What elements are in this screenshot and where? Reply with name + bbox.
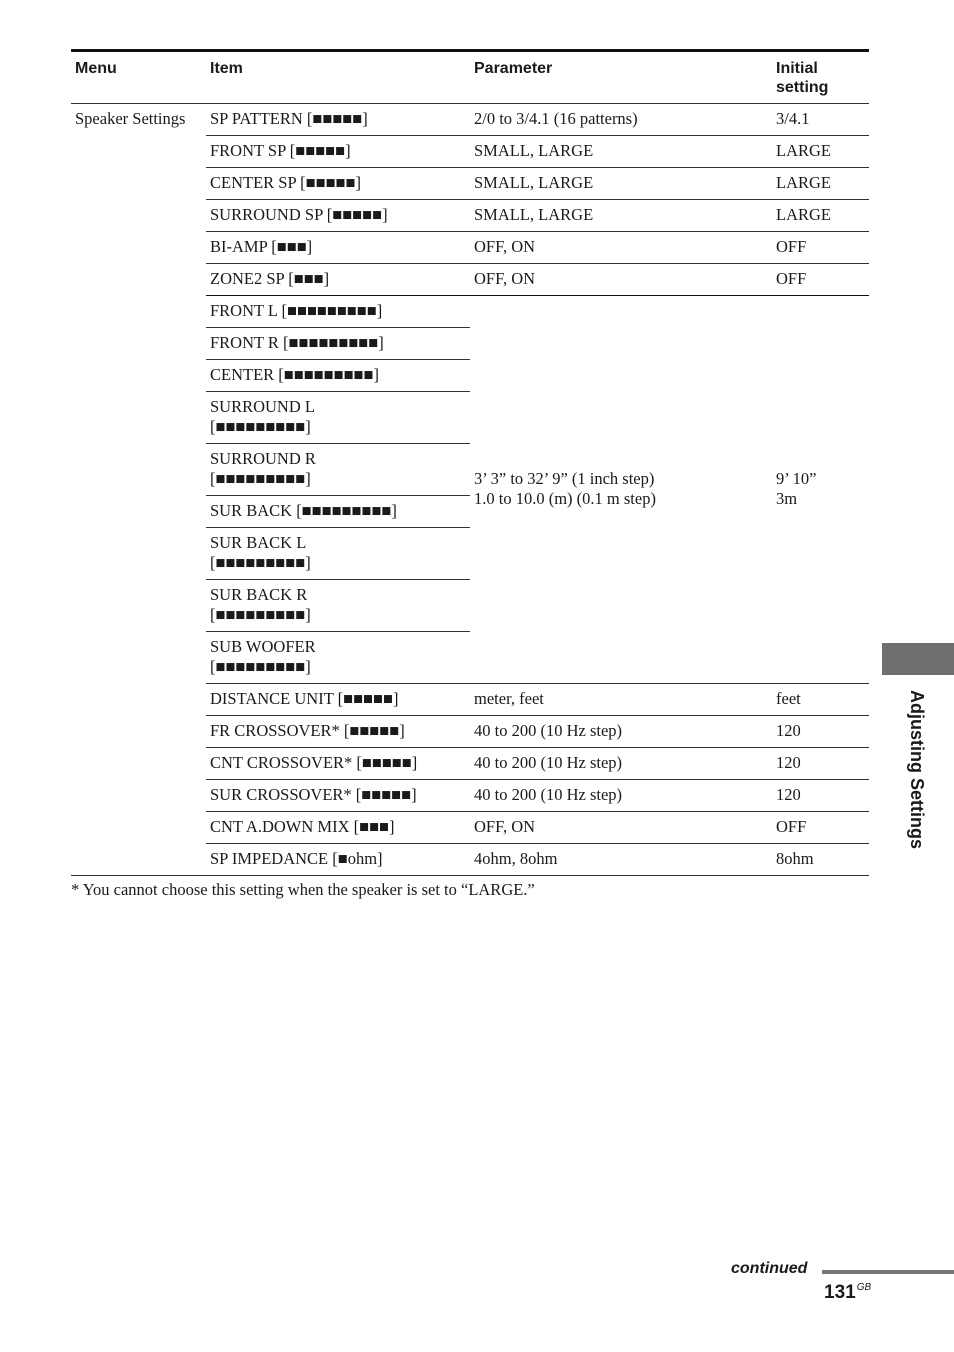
table-body [71,104,869,876]
parameter-cell [470,296,772,684]
item-cell [206,632,470,684]
cell-line: CNT A.DOWN MIX [■■■] [210,817,395,836]
cell-line: [■■■■■■■■■] [210,469,311,488]
parameter-cell: OFF, ON [470,232,772,264]
continued-label: continued [731,1260,808,1277]
initial-setting-cell: 120 [772,716,869,748]
item-cell [206,200,470,232]
item-cell [206,296,470,328]
cell-line: CNT CROSSOVER* [■■■■■] [210,753,418,772]
item-cell [206,580,470,632]
parameter-cell: 40 to 200 (10 Hz step) [470,716,772,748]
cell-line: [■■■■■■■■■] [210,605,311,624]
initial-setting-cell: 3/4.1 [772,104,869,136]
parameter-cell: 4ohm, 8ohm [470,844,772,876]
cell-line: DISTANCE UNIT [■■■■■] [210,689,399,708]
cell-line: CENTER [■■■■■■■■■] [210,365,379,384]
section-tab-label: Adjusting Settings [907,690,927,849]
initial-setting-cell [772,296,869,684]
header-menu: Menu [71,51,206,104]
parameter-cell: OFF, ON [470,812,772,844]
item-cell [206,360,470,392]
cell-line: [■■■■■■■■■] [210,417,311,436]
initial-setting-cell: OFF [772,812,869,844]
parameter-cell: 40 to 200 (10 Hz step) [470,780,772,812]
item-cell [206,716,470,748]
item-cell [206,168,470,200]
header-parameter: Parameter [470,51,772,104]
initial-setting-cell: LARGE [772,168,869,200]
cell-line: SURROUND R [210,449,316,468]
initial-setting-cell: 8ohm [772,844,869,876]
cell-line: SUR CROSSOVER* [■■■■■] [210,785,417,804]
item-cell [206,136,470,168]
parameter-cell: meter, feet [470,684,772,716]
item-cell [206,780,470,812]
item-cell [206,528,470,580]
initial-setting-cell: LARGE [772,136,869,168]
cell-line: ZONE2 SP [■■■] [210,269,330,288]
item-cell [206,748,470,780]
cell-line: SUR BACK [■■■■■■■■■] [210,501,397,520]
item-cell [206,392,470,444]
page-number-value: 131 [824,1282,856,1303]
item-cell [206,444,470,496]
item-cell [206,232,470,264]
cell-line: SURROUND L [210,397,315,416]
cell-line: 3m [776,489,798,508]
section-tab-marker [882,643,954,675]
parameter-cell: SMALL, LARGE [470,200,772,232]
item-cell [206,812,470,844]
cell-line: 1.0 to 10.0 (m) (0.1 m step) [474,489,656,508]
table-row [71,104,869,136]
cell-line: BI-AMP [■■■] [210,237,313,256]
cell-line: 9’ 10” [776,469,817,488]
cell-line: SUR BACK L [210,533,307,552]
footnote: * You cannot choose this setting when the speaker is set to “LARGE.” [71,880,535,899]
item-cell [206,844,470,876]
header-initial-setting [772,51,869,104]
menu-cell: Speaker Settings [71,104,206,876]
cell-line: FR CROSSOVER* [■■■■■] [210,721,405,740]
cell-line: [■■■■■■■■■] [210,553,311,572]
parameter-cell: 2/0 to 3/4.1 (16 patterns) [470,104,772,136]
header-item: Item [206,51,470,104]
cell-line: [■■■■■■■■■] [210,657,311,676]
parameter-cell: OFF, ON [470,264,772,296]
initial-setting-cell: feet [772,684,869,716]
continued-bar [822,1270,954,1274]
cell-line: 3’ 3” to 32’ 9” (1 inch step) [474,469,655,488]
cell-line: FRONT SP [■■■■■] [210,141,351,160]
page-number [824,1282,871,1304]
initial-setting-cell: OFF [772,232,869,264]
cell-line: SUR BACK R [210,585,308,604]
parameter-cell: SMALL, LARGE [470,136,772,168]
cell-line: SP IMPEDANCE [■ohm] [210,849,383,868]
header-initial-line: setting [776,79,829,96]
cell-line: CENTER SP [■■■■■] [210,173,361,192]
cell-line: SUB WOOFER [210,637,316,656]
item-cell [206,328,470,360]
initial-setting-cell: LARGE [772,200,869,232]
initial-setting-cell: 120 [772,748,869,780]
cell-line: FRONT R [■■■■■■■■■] [210,333,384,352]
item-cell [206,496,470,528]
initial-setting-cell: 120 [772,780,869,812]
cell-line: SP PATTERN [■■■■■] [210,109,368,128]
initial-setting-cell: OFF [772,264,869,296]
cell-line: FRONT L [■■■■■■■■■] [210,301,383,320]
item-cell [206,264,470,296]
table-header-row [71,51,869,104]
settings-table [71,49,869,876]
item-cell [206,684,470,716]
item-cell [206,104,470,136]
page-number-suffix: GB [856,1282,872,1293]
cell-line: SURROUND SP [■■■■■] [210,205,388,224]
parameter-cell: 40 to 200 (10 Hz step) [470,748,772,780]
parameter-cell: SMALL, LARGE [470,168,772,200]
header-initial-line: Initial [776,60,818,77]
